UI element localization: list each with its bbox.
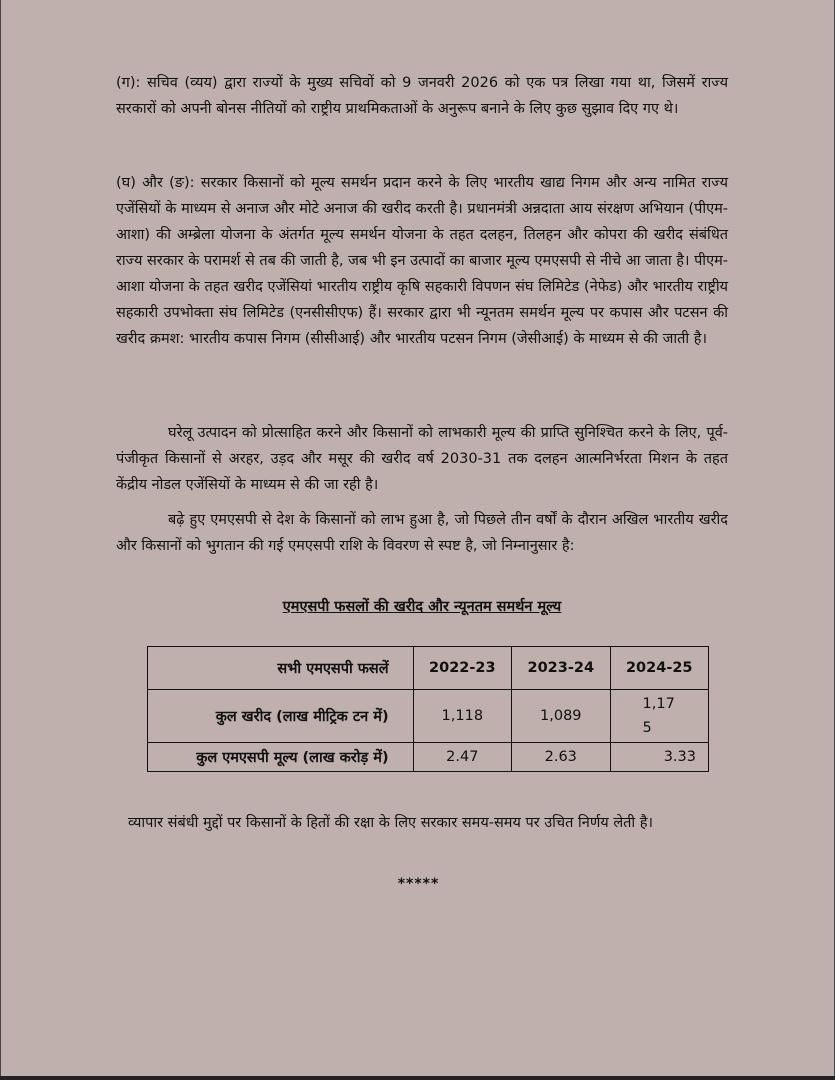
msp-table [147,646,709,772]
table-header-2023-24: 2023-24 [512,647,610,690]
bottom-border [0,1076,835,1080]
cell-procurement-2022-23: 1,118 [413,690,511,743]
cell-msp-value-2024-25: 3.33 [610,743,708,772]
table-header-crops: सभी एमएसपी फसलें [148,647,414,690]
end-marker: ***** [397,876,440,892]
paragraph-domestic-production: घरेलू उत्पादन को प्रोत्साहित करने और किसानों को लाभकारी मूल्य की प्राप्ति सुनिश्चित करने के लिए, पूर्व-पंजीकृत किसानों से अरहर, उड़द और मसूर की खरीद वर्ष 2030-31 तक दलहन आत्मनिर्भरता मिशन के तहत केंद्रीय नोडल एजेंसियों के माध्यम से की जा रही है। [116,425,728,493]
table-header-row [148,647,709,690]
paragraph-ga: (ग): सचिव (व्यय) द्वारा राज्यों के मुख्य सचिवों को 9 जनवरी 2026 को एक पत्र लिखा गया था, जिसमें राज्य सरकारों को अपनी बोनस नीतियों को राष्ट्रीय प्राथमिकताओं के अनुरूप बनाने के लिए कुछ सुझाव दिए गए थे। [116,75,728,117]
paragraph-gha-nga: (घ) और (ङ): सरकार किसानों को मूल्य समर्थन प्रदान करने के लिए भारतीय खाद्य निगम और अन्य नामित राज्य एजेंसियों के माध्यम से अनाज और मोटे अनाज की खरीद करती है। प्रधानमंत्री अन्नदाता आय संरक्षण अभियान (पीएम-आशा) की अम्ब्रेला योजना के अंतर्गत मूल्य समर्थन योजना के तहत दलहन, तिलहन और कोपरा की खरीद संबंधित राज्य सरकार के परामर्श से तब की जाती है, जब भी इन उत्पादों का बाजार मूल्य एमएसपी से नीचे आ जाता है। पीएम-आशा योजना के तहत खरीद एजेंसियां भारतीय राष्ट्रीय कृषि सहकारी विपणन संघ लिमिटेड (नेफेड) और भारतीय राष्ट्रीय सहकारी उपभोक्ता संघ लिमिटेड (एनसीसीएफ) हैं। सरकार द्वारा भी न्यूनतम समर्थन मूल्य पर कपास और पटसन की खरीद क्रमश: भारतीय कपास निगम (सीसीआई) और भारतीय पटसन निगम (जेसीआई) के माध्यम से की जाती है। [116,175,728,347]
table-row [148,690,709,743]
cell-msp-value-2023-24: 2.63 [512,743,610,772]
row-label-total-procurement: कुल खरीद (लाख मीट्रिक टन में) [148,690,414,743]
cell-procurement-2024-25-line1: 1,17 [642,696,675,712]
table-header-2022-23: 2022-23 [413,647,511,690]
table-row [148,743,709,772]
table-header-2024-25: 2024-25 [610,647,708,690]
cell-procurement-2024-25 [610,690,708,743]
paragraph-trade-issues: व्यापार संबंधी मुद्दों पर किसानों के हितों की रक्षा के लिए सरकार समय-समय पर उचित निर्णय लेती है। [128,815,653,831]
table-title: एमएसपी फसलों की खरीद और न्यूनतम समर्थन मूल्य [282,599,562,615]
paragraph-msp-benefit: बढ़े हुए एमएसपी से देश के किसानों को लाभ हुआ है, जो पिछले तीन वर्षों के दौरान अखिल भारतीय खरीद और किसानों को भुगतान की गई एमएसपी राशि के विवरण से स्पष्ट है, जो निम्नानुसार है: [116,512,728,554]
cell-procurement-2024-25-line2: 5 [642,720,652,736]
cell-msp-value-2022-23: 2.47 [413,743,511,772]
row-label-total-msp-value: कुल एमएसपी मूल्य (लाख करोड़ में) [148,743,414,772]
cell-procurement-2023-24: 1,089 [512,690,610,743]
